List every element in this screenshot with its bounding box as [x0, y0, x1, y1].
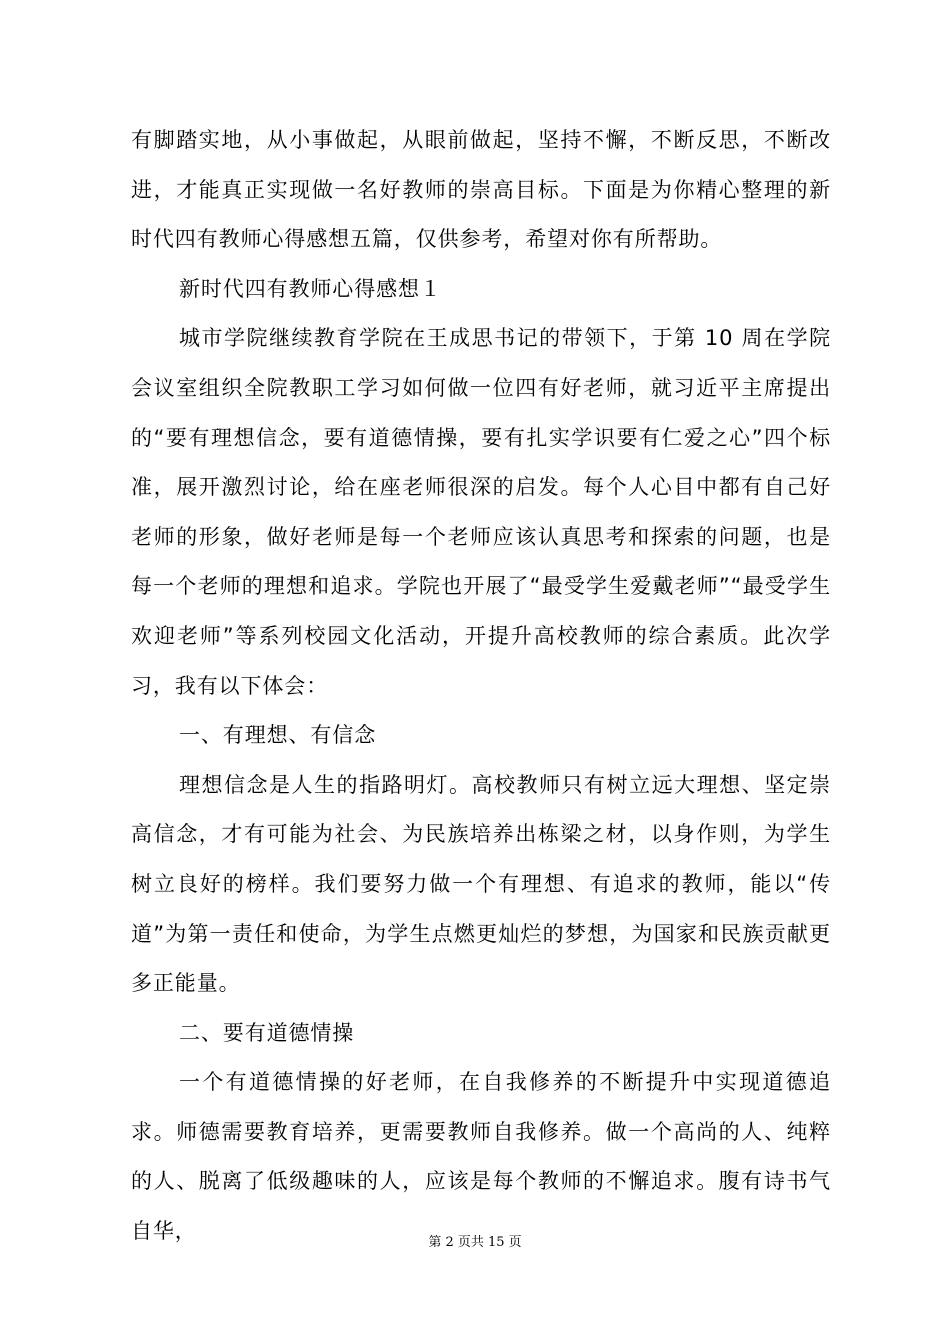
section-title-1: 新时代四有教师心得感想１	[179, 276, 442, 301]
body-text	[131, 116, 831, 1257]
heading-morals: 二、要有道德情操	[179, 1020, 355, 1045]
paragraph-morals: 一个有道德情操的好老师，在自我修养的不断提升中实现道德追求。师德需要教育培养，更需要教师自我修养。做一个高尚的人、纯粹的人、脱离了低级趣味的人，应该是每个教师的不懈追求。腹有诗书气自华，	[131, 1070, 831, 1244]
paragraph-ideals: 理想信念是人生的指路明灯。高校教师只有树立远大理想、坚定崇高信念，才有可能为社会、为民族培养出栋梁之材，以身作则，为学生树立良好的榜样。我们要努力做一个有理想、有追求的教师，能以“传道”为第一责任和使命，为学生点燃更灿烂的梦想，为国家和民族贡献更多正能量。	[131, 772, 831, 996]
paragraph-study: 城市学院继续教育学院在王成思书记的带领下，于第 10 周在学院会议室组织全院教职工学习如何做一位四有好老师，就习近平主席提出的“要有理想信念，要有道德情操，要有扎实学识要有仁爱之心”四个标准，展开激烈讨论，给在座老师很深的启发。每个人心目中都有自己好老师的形象，做好老师是每一个老师应该认真思考和探索的问题，也是每一个老师的理想和追求。学院也开展了“最受学生爱戴老师”“最受学生欢迎老师”等系列校园文化活动，开提升高校教师的综合素质。此次学习，我有以下体会：	[131, 326, 831, 698]
page-footer: 第 2 页共 15 页	[428, 1235, 522, 1250]
heading-ideals: 一、有理想、有信念	[179, 723, 377, 748]
paragraph-intro: 有脚踏实地，从小事做起，从眼前做起，坚持不懈，不断反思，不断改进，才能真正实现做一名好教师的崇高目标。下面是为你精心整理的新时代四有教师心得感想五篇，仅供参考，希望对你有所帮助。	[131, 128, 831, 252]
